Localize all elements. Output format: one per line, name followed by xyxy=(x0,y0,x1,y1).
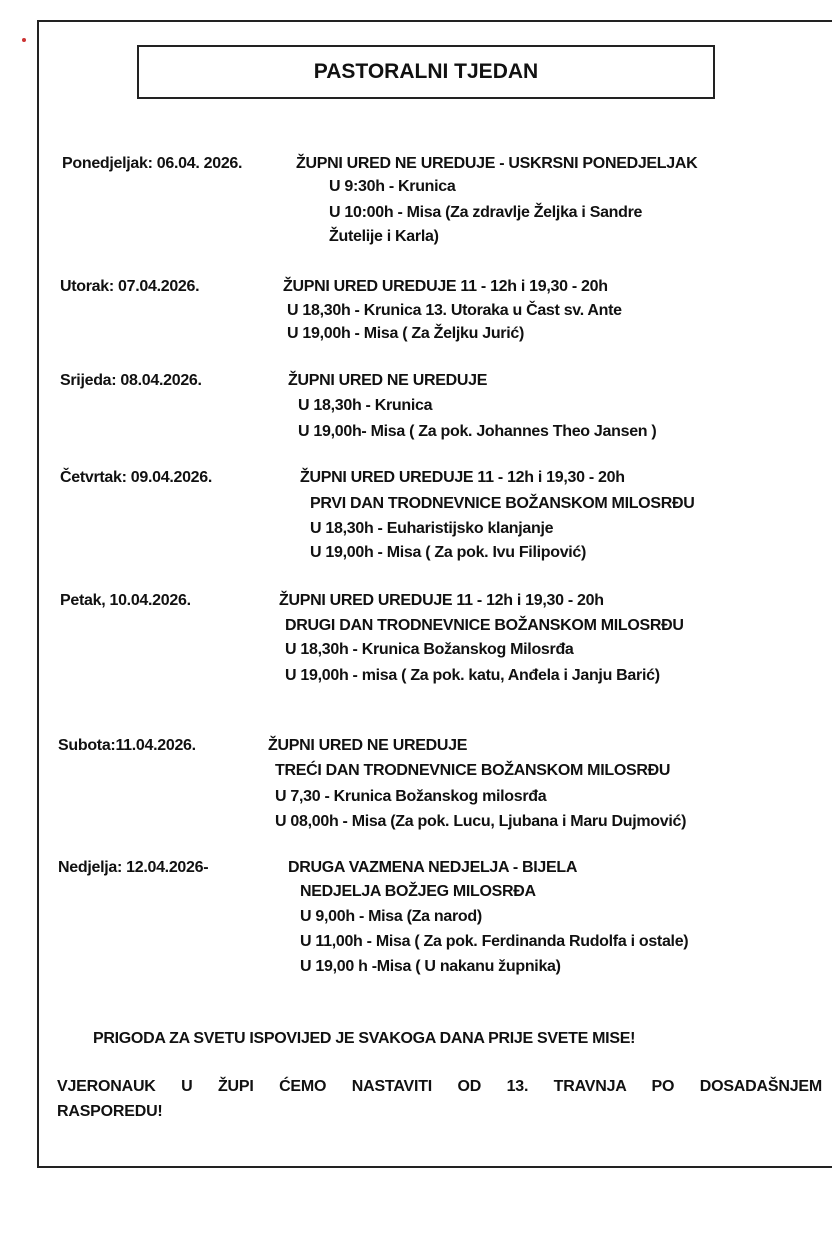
schedule-item: U 7,30 - Krunica Božanskog milosrđa xyxy=(275,788,547,805)
day-label: Nedjelja: 12.04.2026- xyxy=(58,859,209,876)
office-hours: ŽUPNI URED UREDUJE 11 - 12h i 19,30 - 20h xyxy=(300,469,625,486)
schedule-item: U 9:30h - Krunica xyxy=(329,178,456,195)
confession-notice: PRIGODA ZA SVETU ISPOVIJED JE SVAKOGA DANA PRIJE SVETE MISE! xyxy=(93,1030,636,1047)
schedule-item: U 19,00 h -Misa ( U nakanu župnika) xyxy=(300,958,561,975)
day-note: DRUGI DAN TRODNEVNICE BOŽANSKOM MILOSRĐU xyxy=(285,617,684,634)
office-hours: ŽUPNI URED UREDUJE 11 - 12h i 19,30 - 20h xyxy=(283,278,608,295)
schedule-item: U 18,30h - Krunica 13. Utoraka u Čast sv. Ante xyxy=(287,302,622,319)
schedule-item: U 11,00h - Misa ( Za pok. Ferdinanda Rudolfa i ostale) xyxy=(300,933,689,950)
catechism-notice xyxy=(57,1074,822,1124)
catechism-line: VJERONAUK U ŽUPI ĆEMO NASTAVITI OD 13. TRAVNJA PO DOSADAŠNJEM xyxy=(57,1078,822,1095)
day-label: Četvrtak: 09.04.2026. xyxy=(60,469,213,486)
scan-speck xyxy=(22,38,26,42)
office-hours: ŽUPNI URED NE UREDUJE xyxy=(288,372,488,389)
office-hours: ŽUPNI URED UREDUJE 11 - 12h i 19,30 - 20h xyxy=(279,592,604,609)
office-hours: ŽUPNI URED NE UREDUJE - USKRSNI PONEDJELJAK xyxy=(296,155,698,172)
day-note: NEDJELJA BOŽJEG MILOSRĐA xyxy=(300,883,536,900)
schedule-item: U 18,30h - Euharistijsko klanjanje xyxy=(310,520,554,537)
title-box xyxy=(137,45,715,99)
schedule-item: U 19,00h- Misa ( Za pok. Johannes Theo Jansen ) xyxy=(298,423,657,440)
office-hours: ŽUPNI URED NE UREDUJE xyxy=(268,737,468,754)
schedule-item: U 19,00h - misa ( Za pok. katu, Anđela i Janju Barić) xyxy=(285,667,660,684)
page-title: PASTORALNI TJEDAN xyxy=(313,60,539,83)
catechism-line: RASPOREDU! xyxy=(57,1103,163,1120)
schedule-item: U 08,00h - Misa (Za pok. Lucu, Ljubana i Maru Dujmović) xyxy=(275,813,687,830)
day-label: Ponedjeljak: 06.04. 2026. xyxy=(62,155,243,172)
day-label: Subota:11.04.2026. xyxy=(58,737,196,754)
day-title: DRUGA VAZMENA NEDJELJA - BIJELA xyxy=(288,859,578,876)
schedule-item: U 19,00h - Misa ( Za Željku Jurić) xyxy=(287,325,524,342)
day-note: PRVI DAN TRODNEVNICE BOŽANSKOM MILOSRĐU xyxy=(310,495,695,512)
day-note: TREĆI DAN TRODNEVNICE BOŽANSKOM MILOSRĐU xyxy=(275,762,671,779)
day-label: Petak, 10.04.2026. xyxy=(60,592,191,609)
schedule-item: Žutelije i Karla) xyxy=(329,228,439,245)
schedule-item: U 10:00h - Misa (Za zdravlje Željka i Sandre xyxy=(329,204,643,221)
schedule-item: U 19,00h - Misa ( Za pok. Ivu Filipović) xyxy=(310,544,587,561)
day-label: Srijeda: 08.04.2026. xyxy=(60,372,202,389)
schedule-item: U 18,30h - Krunica Božanskog Milosrđa xyxy=(285,641,574,658)
schedule-item: U 18,30h - Krunica xyxy=(298,397,433,414)
day-label: Utorak: 07.04.2026. xyxy=(60,278,200,295)
schedule-item: U 9,00h - Misa (Za narod) xyxy=(300,908,482,925)
